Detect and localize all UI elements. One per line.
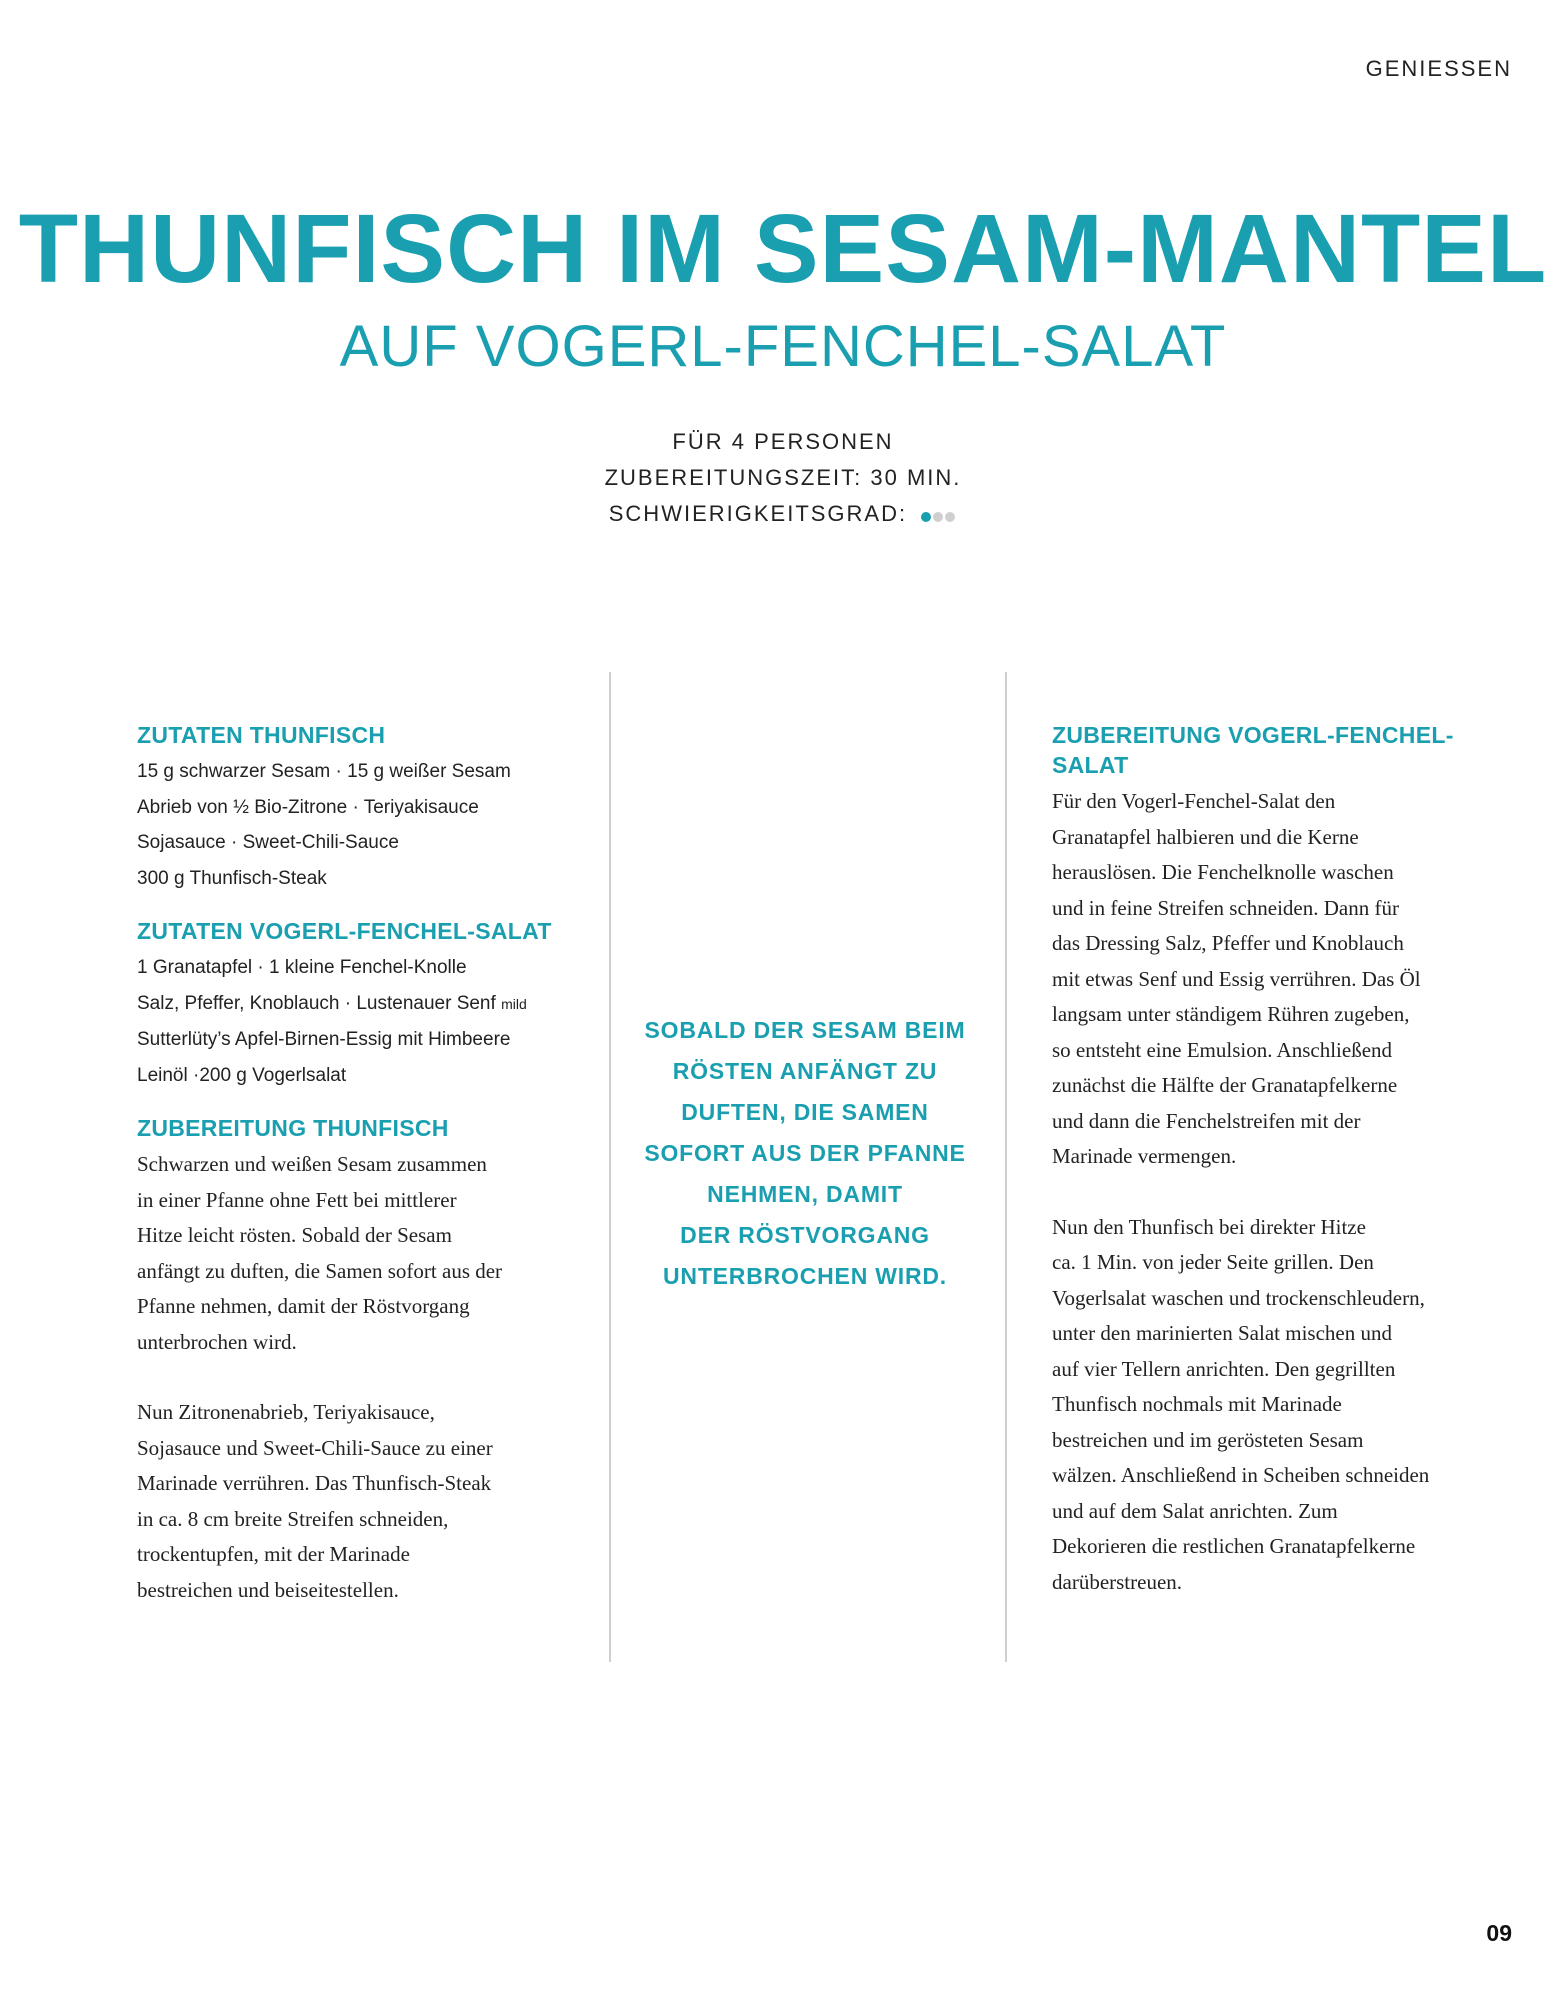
prose-line: Sojasauce und Sweet-Chili-Sauce zu einer: [137, 1435, 493, 1460]
recipe-subtitle: AUF VOGERL-FENCHEL-SALAT: [339, 314, 1227, 379]
prose-line: langsam unter ständigem Rühren zugeben,: [1052, 1002, 1410, 1026]
prose-line: wälzen. Anschließend in Scheiben schneiden: [1052, 1463, 1430, 1487]
prose-line: bestreichen und beiseitestellen.: [137, 1577, 399, 1602]
prose-line: und auf dem Salat anrichten. Zum: [1052, 1498, 1338, 1523]
ingredient-note: mild: [501, 995, 527, 1012]
prose-line: Nun Zitronenabrieb, Teriyakisauce,: [137, 1400, 435, 1424]
section-heading: ZUBEREITUNG VOGERL-FENCHEL-SALAT: [1052, 722, 1454, 778]
difficulty-rating: [921, 497, 957, 533]
ingredient-text: Salz, Pfeffer, Knoblauch · Lustenauer Senf: [137, 992, 502, 1014]
column-divider: [1005, 672, 1007, 1662]
difficulty-label: SCHWIERIGKEITSGRAD:: [608, 501, 908, 526]
prose-line: unterbrochen wird.: [137, 1329, 297, 1354]
section-label: GENIESSEN: [1365, 56, 1512, 81]
recipe-title: THUNFISCH IM SESAM-MANTEL: [18, 194, 1548, 303]
prose-line: unter den marinierten Salat mischen und: [1052, 1321, 1392, 1345]
ingredient-line: 15 g schwarzer Sesam · 15 g weißer Sesam: [137, 761, 511, 782]
quote-line: SOBALD DER SESAM BEIM: [644, 1017, 966, 1043]
difficulty-dot-icon: [921, 512, 931, 522]
quote-line: DER RÖSTVORGANG: [680, 1222, 930, 1248]
prose-line: Hitze leicht rösten. Sobald der Sesam: [137, 1223, 452, 1247]
pull-quote: [640, 1010, 970, 1297]
prose-line: und dann die Fenchelstreifen mit der: [1052, 1108, 1361, 1133]
ingredient-line: 300 g Thunfisch-Steak: [137, 867, 327, 889]
prose-line: bestreichen und im gerösteten Sesam: [1052, 1427, 1364, 1452]
prose-line: Granatapfel halbieren und die Kerne: [1052, 824, 1359, 849]
prose-line: Dekorieren die restlichen Granatapfelkerne: [1052, 1534, 1416, 1558]
prose-line: in einer Pfanne ohne Fett bei mittlerer: [137, 1187, 457, 1212]
quote-line: NEHMEN, DAMIT: [707, 1181, 903, 1207]
left-column: [137, 720, 567, 1628]
prose-line: trockentupfen, mit der Marinade: [137, 1542, 410, 1566]
section-heading: ZUTATEN VOGERL-FENCHEL-SALAT: [137, 918, 552, 944]
prose-line: in ca. 8 cm breite Streifen schneiden,: [137, 1506, 449, 1531]
prose-line: Schwarzen und weißen Sesam zusammen: [137, 1152, 487, 1176]
section-heading: ZUTATEN THUNFISCH: [137, 722, 386, 748]
ingredients-salad: [137, 916, 567, 1093]
prose-line: herauslösen. Die Fenchelknolle waschen: [1052, 860, 1394, 884]
prose-line: mit etwas Senf und Essig verrühren. Das Öl: [1052, 966, 1421, 991]
page-number: 09: [1486, 1920, 1512, 1946]
prose-line: anfängt zu duften, die Samen sofort aus der: [137, 1258, 503, 1283]
prose-line: so entsteht eine Emulsion. Anschließend: [1052, 1037, 1393, 1062]
prose-line: und in feine Streifen schneiden. Dann für: [1052, 895, 1399, 920]
difficulty-dot-icon: [933, 512, 943, 522]
prose-line: Marinade verrühren. Das Thunfisch-Steak: [137, 1471, 492, 1495]
difficulty: [0, 496, 1566, 533]
ingredient-line: Leinöl ·200 g Vogerlsalat: [137, 1064, 347, 1086]
prose-line: Nun den Thunfisch bei direkter Hitze: [1052, 1214, 1366, 1239]
section-heading: ZUBEREITUNG THUNFISCH: [137, 1115, 449, 1141]
prose-line: das Dressing Salz, Pfeffer und Knoblauch: [1052, 931, 1404, 955]
recipe-meta: [0, 424, 1566, 533]
prose-line: Vogerlsalat waschen und trockenschleudern,: [1052, 1285, 1425, 1310]
quote-line: UNTERBROCHEN WIRD.: [663, 1263, 947, 1289]
right-column: [1052, 720, 1492, 1600]
prose-line: zunächst die Hälfte der Granatapfelkerne: [1052, 1073, 1398, 1097]
prose-line: Für den Vogerl-Fenchel-Salat den: [1052, 789, 1336, 813]
quote-line: DUFTEN, DIE SAMEN: [681, 1099, 929, 1125]
prose-line: Marinade vermengen.: [1052, 1144, 1237, 1168]
prose-line: darüberstreuen.: [1052, 1569, 1183, 1594]
ingredient-line: [137, 986, 567, 1023]
ingredient-line: Sutterlüty’s Apfel-Birnen-Essig mit Himbeere: [137, 1029, 511, 1050]
quote-line: RÖSTEN ANFÄNGT ZU: [672, 1058, 938, 1084]
prose-line: Pfanne nehmen, damit der Röstvorgang: [137, 1294, 470, 1318]
prose-line: ca. 1 Min. von jeder Seite grillen. Den: [1052, 1250, 1374, 1274]
ingredient-line: Sojasauce · Sweet-Chili-Sauce: [137, 832, 399, 853]
column-divider: [609, 672, 611, 1662]
ingredient-line: 1 Granatapfel · 1 kleine Fenchel-Knolle: [137, 957, 467, 978]
prose-line: Thunfisch nochmals mit Marinade: [1052, 1392, 1342, 1416]
prep-time: ZUBEREITUNGSZEIT: 30 MIN.: [604, 465, 962, 490]
ingredients-tuna: [137, 720, 567, 896]
servings: FÜR 4 PERSONEN: [672, 429, 894, 454]
difficulty-dot-icon: [945, 512, 955, 522]
prep-tuna: [137, 1113, 567, 1608]
quote-line: SOFORT AUS DER PFANNE: [644, 1140, 966, 1166]
prose-line: auf vier Tellern anrichten. Den gegrillten: [1052, 1356, 1396, 1381]
ingredient-line: Abrieb von ½ Bio-Zitrone · Teriyakisauce: [137, 796, 479, 818]
